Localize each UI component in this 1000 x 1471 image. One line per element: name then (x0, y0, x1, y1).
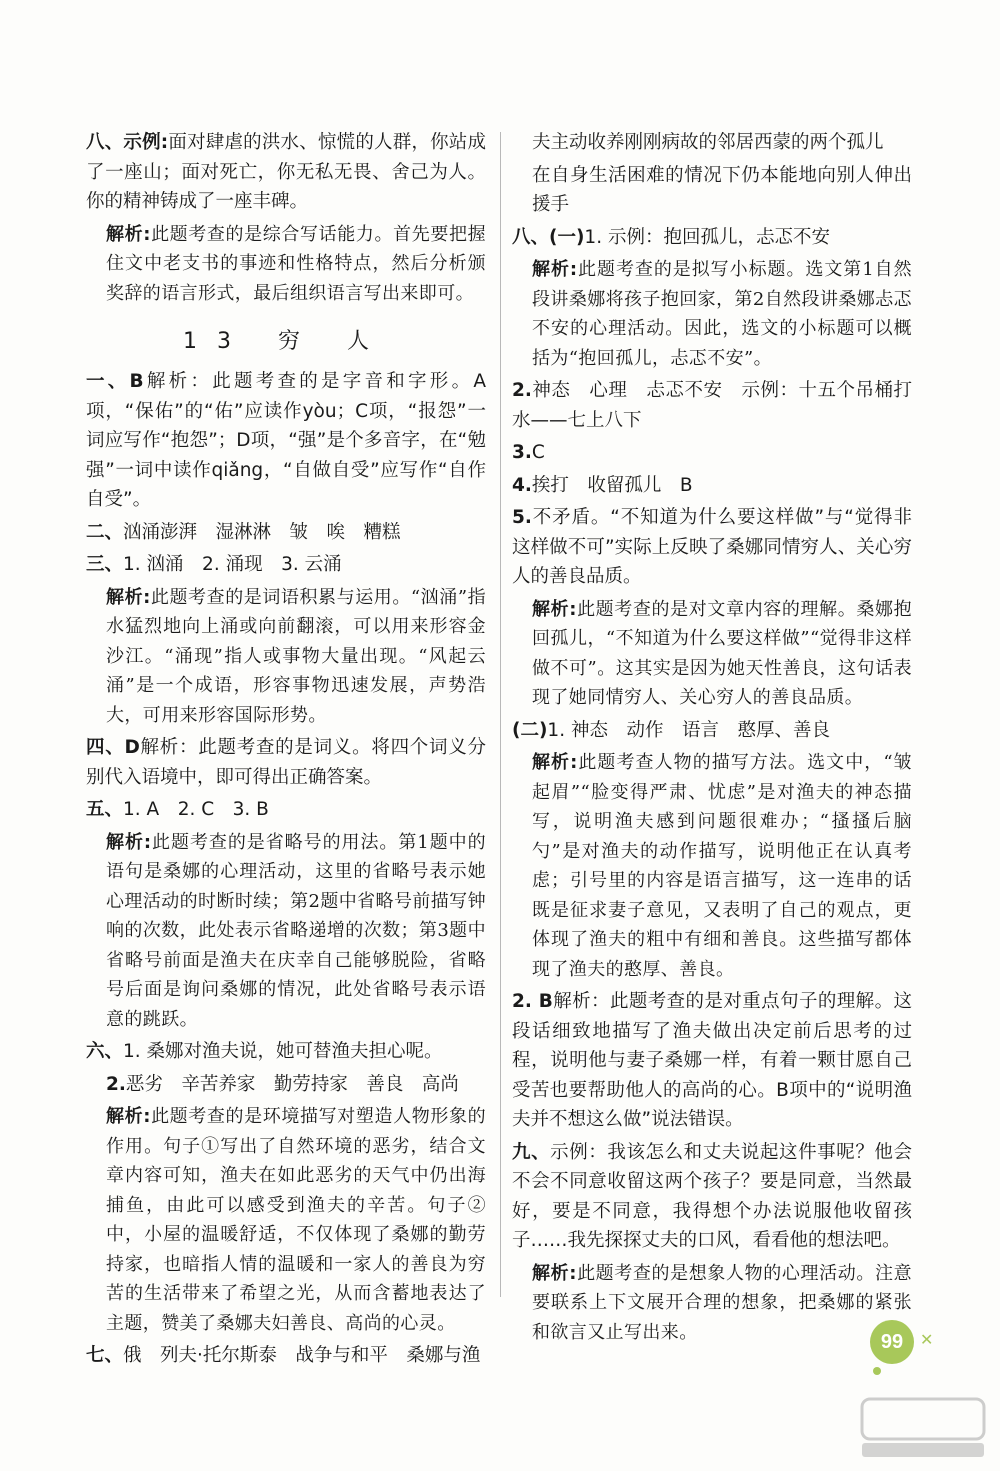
answer-label: 2. (106, 1073, 126, 1095)
answer-text: 解析：此题考查的是词义。将四个词义分别代入语境中，即可得出正确答案。 (86, 737, 486, 788)
answer-paragraph (512, 223, 912, 253)
answer-text: 1. 示例：抱回孤儿，忐忑不安 (584, 226, 830, 248)
answer-text: 此题考查的是环境描写对塑造人物形象的作用。句子①写出了自然环境的恶劣，结合文章内容可知，渔夫在如此恶劣的天气中仍出海捕鱼，由此可以感受到渔夫的辛苦。句子②中，小屋的温暖舒适，不仅体现了桑娜的勤劳持家，也暗指人情的温暖和一家人的善良为穷苦的生活带来了希望之光，从而含蓄地表达了主题，赞美了桑娜夫妇善良、高尚的心灵。 (106, 1106, 486, 1334)
answer-label: 解析: (532, 1262, 577, 1284)
answer-label: 六、 (86, 1041, 124, 1062)
answer-paragraph (86, 795, 486, 825)
answer-paragraph (512, 376, 912, 435)
answer-text: 示例：我该怎么和丈夫说起这件事呢？他会不会不同意收留这两个孩子？要是同意，当然最好，要是不同意，我得想个办法说服他收留孩子……我先探探丈夫的口风，看看他的想法吧。 (512, 1141, 912, 1251)
page-number: 99 (870, 1320, 914, 1364)
answer-label: 解析: (532, 598, 577, 620)
answer-text: 解析：此题考查的是字音和字形。A项，“保佑”的“佑”应读作yòu；C项，“报怨”一词应写作“抱怨”；D项，“强”是个多音字，在“勉强”一词中读作qiǎng，“自做自受”应写作“自作自受”。 (86, 371, 486, 510)
answer-label: 解析: (106, 586, 151, 608)
explanation-paragraph (86, 1102, 486, 1338)
answer-text: 神态 心理 忐忑不安 示例：十五个吊桶打水——七上八下 (512, 380, 912, 431)
answer-paragraph (86, 367, 486, 515)
answer-text: 挨打 收留孤儿 B (531, 474, 693, 496)
answer-paragraph (512, 987, 912, 1135)
answer-text: 1. 神态 动作 语言 憨厚、善良 (547, 719, 830, 741)
watermark-logo (858, 1393, 988, 1463)
answer-label: 解析: (106, 223, 151, 245)
answer-text: 此题考查的是词语积累与运用。“汹涌”指水猛烈地向上涌或向前翻滚，可以用来形容金沙江。“涌现”指人或事物大量出现。“风起云涌”是一个成语，形容事物迅速发展，声势浩大，可用来形容国际形势。 (106, 586, 486, 726)
explanation-paragraph (512, 595, 912, 713)
answer-label: 八、示例: (86, 132, 169, 153)
answer-text: 恶劣 辛苦养家 勤劳持家 善良 高尚 (125, 1073, 459, 1095)
answer-paragraph (512, 503, 912, 592)
answer-paragraph (512, 716, 912, 746)
answer-label: 四、D (86, 737, 140, 758)
answer-text: 在自身生活困难的情况下仍本能地向别人伸出援手 (532, 164, 912, 215)
answer-label: 解析: (532, 259, 578, 280)
answer-label: 2. B (512, 991, 553, 1012)
answer-label: 5. (512, 507, 532, 528)
answer-label: 解析: (106, 831, 152, 853)
answer-text: 夫主动收养刚刚病故的邻居西蒙的两个孤儿 (532, 132, 884, 153)
answer-paragraph (512, 161, 912, 220)
star-icon: ✕ (920, 1330, 934, 1349)
answer-text: 此题考查人物的描写方法。选文中，“皱起眉”“脸变得严肃、忧虑”是对渔夫的神态描写，说明渔夫感到问题很难办；“搔搔后脑勺”是对渔夫的动作描写，说明他正在认真考虑；引号里的内容是语言描写，这一连串的话既是征求妻子意见，又表明了自己的观点，更体现了渔夫的粗中有细和善良。这些描写都体现了渔夫的憨厚、善良。 (532, 752, 912, 980)
explanation-paragraph (512, 748, 912, 984)
answer-text: 俄 列夫·托尔斯泰 战争与和平 桑娜与渔 (123, 1345, 481, 1366)
page-number-dot (873, 1367, 881, 1375)
explanation-paragraph (86, 583, 486, 731)
column-divider (500, 132, 501, 1297)
answer-text: 不矛盾。“不知道为什么要这样做”与“觉得非这样做不可”实际上反映了桑娜同情穷人、关心穷人的善良品质。 (512, 507, 912, 587)
answer-paragraph (512, 471, 912, 501)
answer-paragraph (512, 1138, 912, 1256)
answer-text: 此题考查的是对文章内容的理解。桑娜抱回孤儿，“不知道为什么要这样做”“觉得非这样做不可”。这其实是因为她天性善良，这句话表现了她同情穷人、关心穷人的善良品质。 (532, 598, 912, 708)
answer-label: 一、B (86, 371, 144, 392)
answer-paragraph (86, 550, 486, 580)
answer-text: 此题考查的是拟写小标题。选文第1自然段讲桑娜将孩子抱回家，第2自然段讲桑娜忐忑不安的心理活动。因此，选文的小标题可以概括为“抱回孤儿，忐忑不安”。 (532, 259, 912, 369)
answer-paragraph (512, 128, 912, 158)
answer-paragraph (86, 128, 486, 217)
answer-label: 3. (512, 442, 532, 463)
answer-label: 解析: (106, 1106, 151, 1127)
answer-text: 1. 桑娜对渔夫说，她可替渔夫担心呢。 (123, 1041, 443, 1062)
answer-label: 4. (512, 474, 532, 496)
explanation-paragraph (86, 220, 486, 309)
answer-text: 此题考查的是综合写话能力。首先要把握住文中老支书的事迹和性格特点，然后分析颁奖辞的语言形式，最后组织语言写出来即可。 (106, 223, 486, 304)
answer-label: (二) (512, 719, 548, 741)
answer-label: 二、 (86, 521, 124, 543)
answer-text: 面对肆虐的洪水、惊慌的人群，你站成了一座山；面对死亡，你无私无畏、舍己为人。你的精神铸成了一座丰碑。 (86, 132, 486, 212)
right-column (512, 128, 912, 1350)
answer-text: 1. A 2. C 3. B (123, 799, 269, 820)
answer-text: C (531, 442, 545, 463)
answer-paragraph (86, 1037, 486, 1067)
answer-text: 此题考查的是省略号的用法。第1题中的语句是桑娜的心理活动，这里的省略号表示她心理活动的时断时续；第2题中省略号前描写钟响的次数，此处表示省略递增的次数；第3题中省略号前面是渔夫在庆幸自己能够脱险，省略号后面是询问桑娜的情况，此处省略号表示语意的跳跃。 (106, 831, 486, 1030)
answer-label: 解析: (532, 752, 578, 773)
answer-paragraph (512, 438, 912, 468)
answer-text: 1. 汹涌 2. 涌现 3. 云涌 (123, 554, 342, 575)
left-column (86, 128, 486, 1374)
explanation-paragraph (512, 255, 912, 373)
answer-label: 七、 (86, 1345, 124, 1366)
answer-paragraph (86, 1341, 486, 1371)
answer-paragraph (86, 733, 486, 792)
lesson-title: 13 穷 人 (183, 329, 389, 354)
explanation-paragraph (512, 1259, 912, 1348)
answer-label: 2. (512, 380, 532, 401)
answer-text: 汹涌澎湃 湿淋淋 皱 唉 糟糕 (123, 521, 401, 543)
answer-label: 三、 (86, 554, 124, 575)
answer-paragraph (86, 1070, 486, 1100)
explanation-paragraph (86, 828, 486, 1035)
answer-paragraph (86, 518, 486, 548)
answer-text: 解析：此题考查的是对重点句子的理解。这段话细致地描写了渔夫做出决定前后思考的过程，说明他与妻子桑娜一样，有着一颗甘愿自己受苦也要帮助他人的高尚的心。B项中的“说明渔夫并不想这么做”说法错误。 (512, 991, 912, 1130)
answer-text: 此题考查的是想象人物的心理活动。注意要联系上下文展开合理的想象，把桑娜的紧张和欲言又止写出来。 (532, 1262, 912, 1343)
answer-label: 八、(一) (512, 226, 585, 248)
answer-label: 九、 (512, 1141, 551, 1163)
answer-label: 五、 (86, 799, 124, 820)
